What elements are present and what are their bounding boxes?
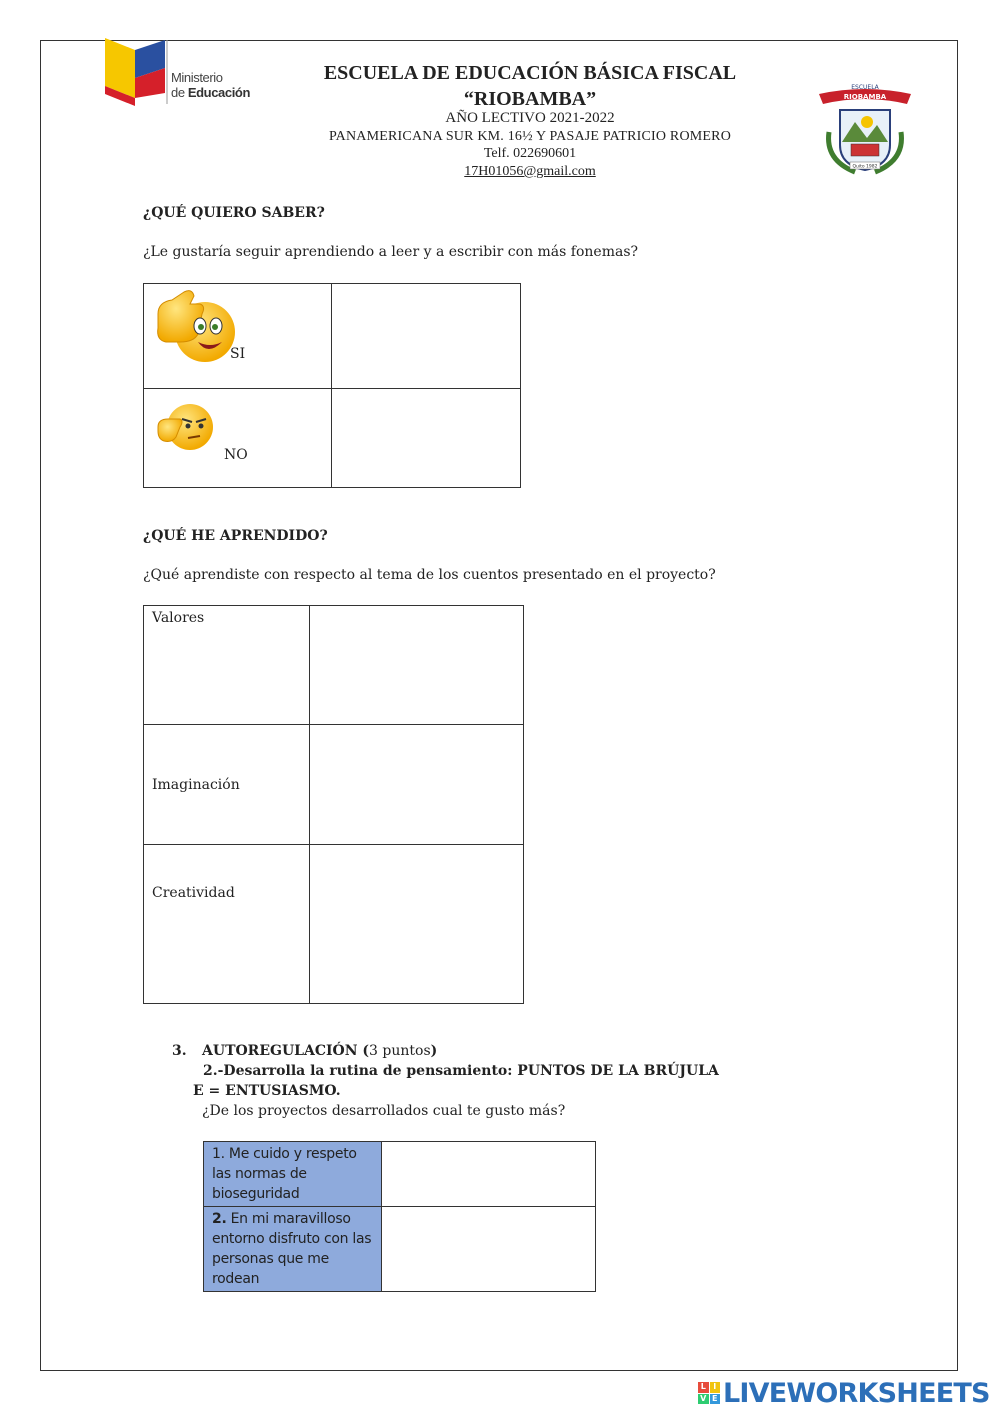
learned-row-label: Imaginación: [144, 725, 310, 845]
ecuador-flag-logo-icon: [105, 38, 175, 110]
school-email: 17H01056@gmail.com: [464, 164, 596, 179]
ministry-line2: de Educación: [171, 85, 251, 100]
school-name: [180, 60, 880, 112]
project-row-label: 1. Me cuido y respeto las normas de bioseguridad: [204, 1142, 382, 1207]
projects-table: [203, 1141, 596, 1292]
section3-instruction: 2.-Desarrolla la rutina de pensamiento: PUNTOS DE LA BRÚJULA: [203, 1063, 719, 1079]
crest-banner-text: RIOBAMBA: [843, 93, 887, 101]
project-answer-cell[interactable]: [381, 1207, 595, 1292]
learned-table: [143, 605, 524, 1004]
option-no-label: NO: [224, 447, 248, 463]
project-answer-cell[interactable]: [381, 1142, 595, 1207]
school-name-line2: “RIOBAMBA”: [463, 88, 597, 110]
section1-question: ¿Le gustaría seguir aprendiendo a leer y a escribir con más fonemas?: [143, 244, 639, 260]
section1-heading: ¿QUÉ QUIERO SABER?: [143, 205, 325, 221]
ministry-line1: Ministerio: [171, 70, 223, 85]
section3-question: ¿De los proyectos desarrollados cual te gusto más?: [202, 1103, 566, 1119]
section3-title: AUTOREGULACIÓN (3 puntos): [202, 1043, 438, 1059]
school-crest: [815, 80, 915, 180]
option-si-label: SI: [230, 346, 246, 362]
option-si-cell: [144, 284, 332, 389]
school-year: AÑO LECTIVO 2021-2022: [445, 110, 615, 126]
ministry-line2-bold: Educación: [187, 85, 251, 100]
liveworksheets-brand: LIVEWORKSHEETS: [723, 1377, 990, 1409]
section2-question: ¿Qué aprendiste con respecto al tema de los cuentos presentado en el proyecto?: [143, 567, 716, 583]
yes-no-table: [143, 283, 521, 488]
option-si-answer-cell[interactable]: [331, 284, 521, 389]
school-crest-icon: [815, 80, 915, 180]
crest-top-text: ESCUELA: [851, 84, 879, 91]
thinking-emoji-icon: [154, 401, 218, 455]
school-name-line1: ESCUELA DE EDUCACIÓN BÁSICA FISCAL: [323, 62, 737, 84]
school-address: PANAMERICANA SUR KM. 16½ Y PASAJE PATRICIO ROMERO: [328, 129, 732, 144]
learned-row-label: Valores: [144, 606, 310, 725]
option-no-cell: [144, 389, 332, 488]
option-no-answer-cell[interactable]: [331, 389, 521, 488]
thumbs-up-emoji-icon: [150, 284, 240, 366]
liveworksheets-icon: L I V E: [698, 1382, 720, 1404]
project-row-label: 2. En mi maravilloso entorno disfruto con las personas que me rodean: [204, 1207, 382, 1292]
crest-bottom-text: Quito 1982: [852, 164, 878, 170]
learned-row-label: Creatividad: [144, 845, 310, 1004]
liveworksheets-logo[interactable]: [698, 1377, 990, 1409]
section3-subheading: E = ENTUSIASMO.: [193, 1083, 341, 1099]
school-phone: Telf. 022690601: [483, 146, 577, 161]
learned-answer-cell[interactable]: [309, 606, 523, 725]
learned-answer-cell[interactable]: [309, 845, 523, 1004]
section2-heading: ¿QUÉ HE APRENDIDO?: [143, 528, 328, 544]
learned-answer-cell[interactable]: [309, 725, 523, 845]
section3-number: 3.: [172, 1043, 187, 1059]
